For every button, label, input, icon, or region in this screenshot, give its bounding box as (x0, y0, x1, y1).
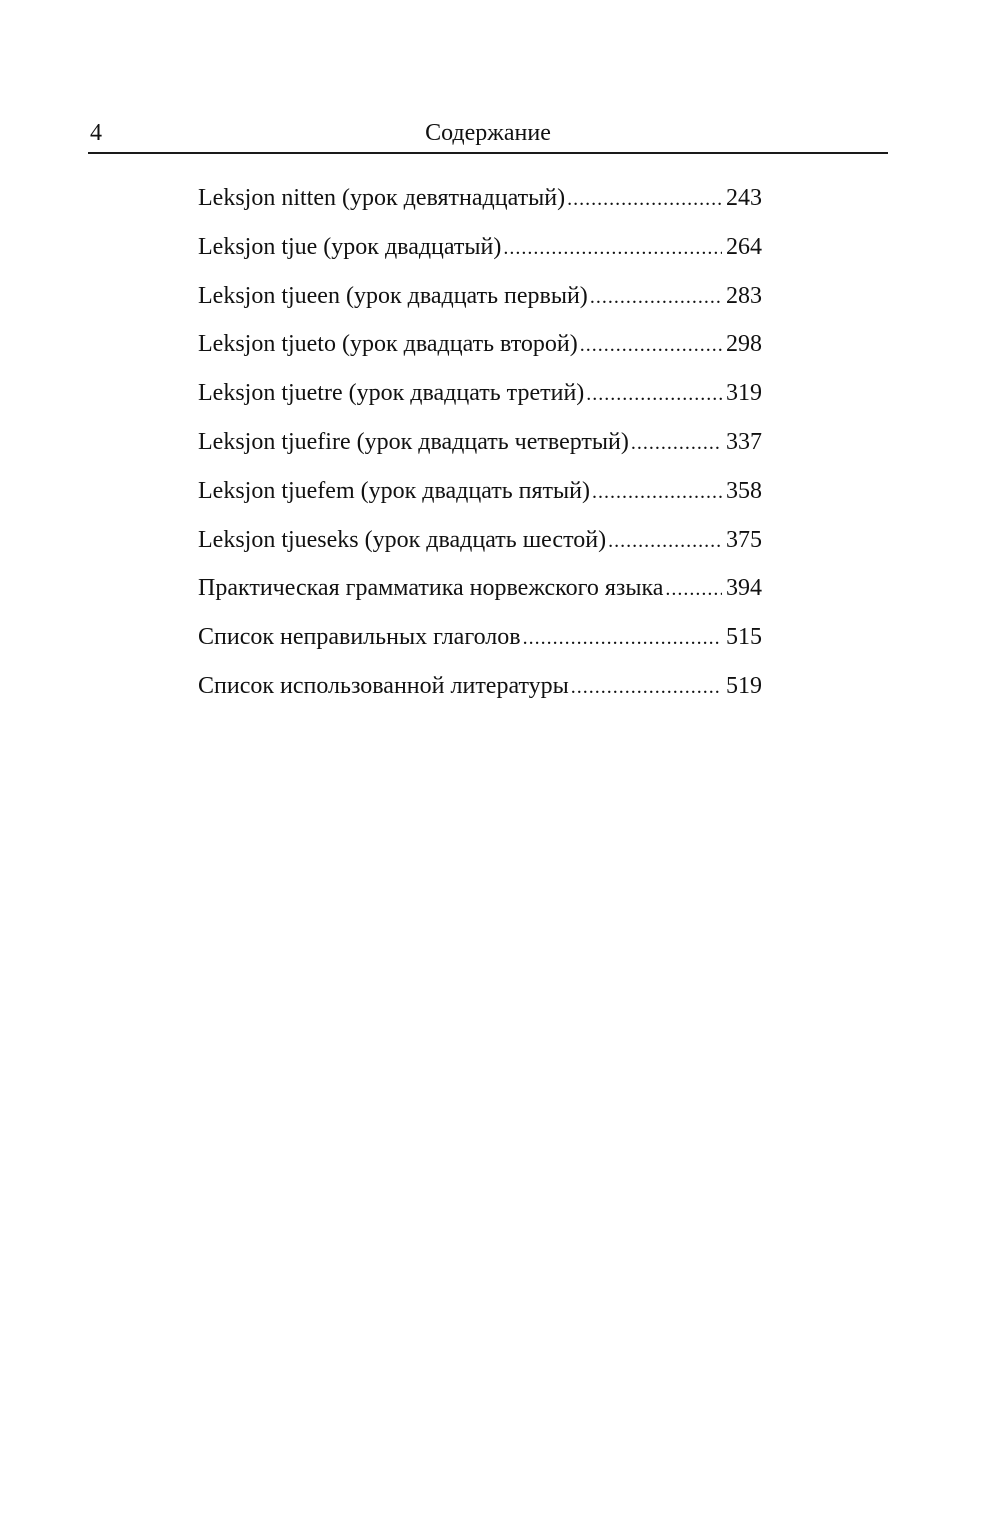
toc-entry-page: 283 (726, 282, 762, 309)
toc-entry-page: 394 (726, 575, 762, 602)
running-header (88, 116, 888, 154)
toc-entry (198, 280, 762, 329)
dot-leader (580, 329, 722, 361)
toc-entry (198, 670, 762, 719)
toc-entry (198, 231, 762, 280)
toc-entry-title: Leksjon tjueen (урок двадцать первый) (198, 282, 588, 309)
dot-leader (608, 525, 722, 557)
toc-entry (198, 475, 762, 524)
toc-entry-page: 375 (726, 526, 762, 553)
toc-entry (198, 621, 762, 670)
toc-entry-title: Leksjon tjueseks (урок двадцать шестой) (198, 526, 607, 553)
toc-entry-page: 515 (726, 624, 762, 651)
toc-entry-page: 298 (726, 331, 762, 358)
toc-entry-page: 243 (726, 185, 762, 211)
toc-entry (198, 426, 762, 475)
toc-entry (198, 572, 762, 621)
dot-leader (571, 671, 722, 703)
toc-entry-title: Практическая грамматика норвежского языка (198, 575, 664, 602)
table-of-contents (198, 182, 762, 719)
toc-entry (198, 524, 762, 573)
dot-leader (523, 622, 722, 654)
dot-leader (592, 476, 722, 508)
dot-leader (567, 183, 722, 215)
toc-entry-page: 264 (726, 233, 762, 260)
toc-entry-page: 519 (726, 672, 762, 699)
toc-entry-title: Список неправильных глаголов (198, 624, 521, 651)
toc-entry-title: Leksjon tjuefem (урок двадцать пятый) (198, 477, 591, 504)
toc-entry (198, 182, 762, 231)
toc-entry-page: 337 (726, 428, 762, 455)
dot-leader (586, 378, 722, 410)
dot-leader (503, 232, 722, 264)
toc-entry (198, 328, 762, 377)
toc-entry-title: Leksjon tjuefire (урок двадцать четвертый) (198, 428, 629, 455)
toc-entry-title: Leksjon tjueto (урок двадцать второй) (198, 331, 578, 358)
dot-leader (631, 427, 722, 459)
dot-leader (665, 573, 722, 605)
toc-entry-page: 319 (726, 380, 762, 407)
section-title: Содержание (425, 120, 551, 146)
toc-entry (198, 377, 762, 426)
toc-entry-title: Leksjon tjuetre (урок двадцать третий) (198, 380, 585, 407)
toc-entry-page: 358 (726, 477, 762, 504)
toc-entry-title: Leksjon tjue (урок двадцатый) (198, 233, 502, 260)
page-number: 4 (90, 120, 102, 146)
toc-entry-title: Leksjon nitten (урок девятнадцатый) (198, 185, 566, 211)
toc-entry-title: Список использованной литературы (198, 672, 569, 699)
dot-leader (590, 281, 722, 313)
